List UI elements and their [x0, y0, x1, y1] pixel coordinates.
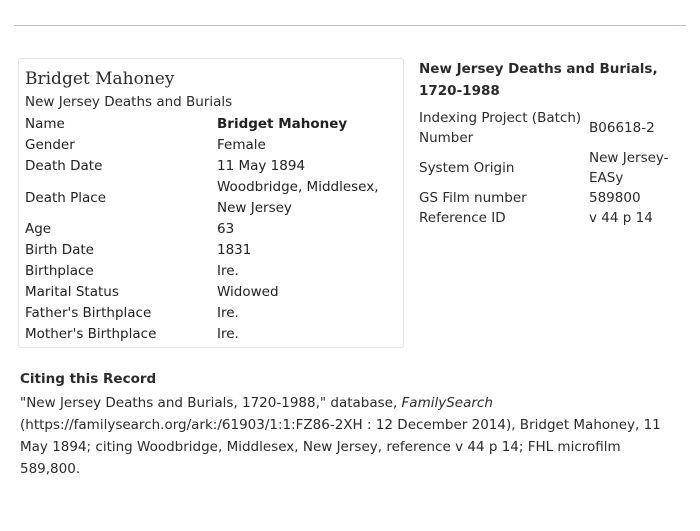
field-label: Mother's Birthplace [25, 326, 157, 342]
citation-section [20, 368, 685, 480]
side-value: B06618-2 [589, 120, 655, 136]
field-value: Ire. [217, 326, 239, 342]
field-row-marital-status [25, 282, 397, 303]
field-label: Death Date [25, 158, 103, 174]
citation-text-part1: "New Jersey Deaths and Burials, 1720-1988," database, [20, 395, 402, 411]
field-label: Father's Birthplace [25, 305, 152, 321]
top-divider [14, 25, 686, 26]
field-value: Ire. [217, 305, 239, 321]
field-label: Marital Status [25, 284, 119, 300]
field-label: Gender [25, 137, 75, 153]
field-row-death-place [25, 177, 397, 219]
field-row-name [25, 114, 397, 135]
record-collection-name: New Jersey Deaths and Burials [25, 94, 233, 110]
collection-info-panel [419, 58, 685, 228]
citation-text-part2: (https://familysearch.org/ark:/61903/1:1:FZ86-2XH : 12 December 2014), Bridget Mahoney, 11 May 1894; citing Woodbridge, Middlesex, New Jersey, reference v 44 p 14; FHL microfilm 589,800. [20, 417, 661, 477]
field-value: 1831 [217, 242, 252, 258]
field-row-birth-date [25, 240, 397, 261]
field-row-age [25, 219, 397, 240]
side-value: New Jersey-EASy [589, 150, 669, 186]
field-label: Birth Date [25, 242, 94, 258]
collection-fields [419, 108, 685, 228]
field-value: Widowed [217, 284, 279, 300]
field-value: Bridget Mahoney [217, 116, 348, 132]
field-label: Age [25, 221, 52, 237]
side-label: System Origin [419, 160, 515, 176]
side-row-system-origin [419, 148, 685, 188]
side-value: v 44 p 14 [589, 210, 653, 226]
record-title: Bridget Mahoney [25, 69, 175, 89]
field-label: Name [25, 116, 65, 132]
field-label: Birthplace [25, 263, 94, 279]
citation-text [20, 392, 685, 480]
field-row-fathers-birthplace [25, 303, 397, 324]
record-fields [25, 114, 397, 345]
field-value: Woodbridge, Middlesex, New Jersey [217, 179, 379, 216]
field-label: Death Place [25, 190, 107, 206]
side-row-gs-film-number [419, 188, 685, 208]
field-value: 63 [217, 221, 235, 237]
collection-title[interactable]: New Jersey Deaths and Burials, 1720-1988 [419, 61, 658, 99]
field-row-birthplace [25, 261, 397, 282]
citation-source-name: FamilySearch [401, 395, 493, 411]
side-value: 589800 [589, 190, 641, 206]
side-label: GS Film number [419, 190, 527, 206]
side-label: Reference ID [419, 210, 506, 226]
citation-heading: Citing this Record [20, 371, 157, 387]
field-value: Female [217, 137, 266, 153]
side-row-batch-number [419, 108, 685, 148]
side-row-reference-id [419, 208, 685, 228]
field-row-mothers-birthplace [25, 324, 397, 345]
field-row-death-date [25, 156, 397, 177]
field-value: 11 May 1894 [217, 158, 306, 174]
side-label: Indexing Project (Batch) Number [419, 110, 582, 146]
record-card [18, 58, 404, 348]
field-value: Ire. [217, 263, 239, 279]
field-row-gender [25, 135, 397, 156]
